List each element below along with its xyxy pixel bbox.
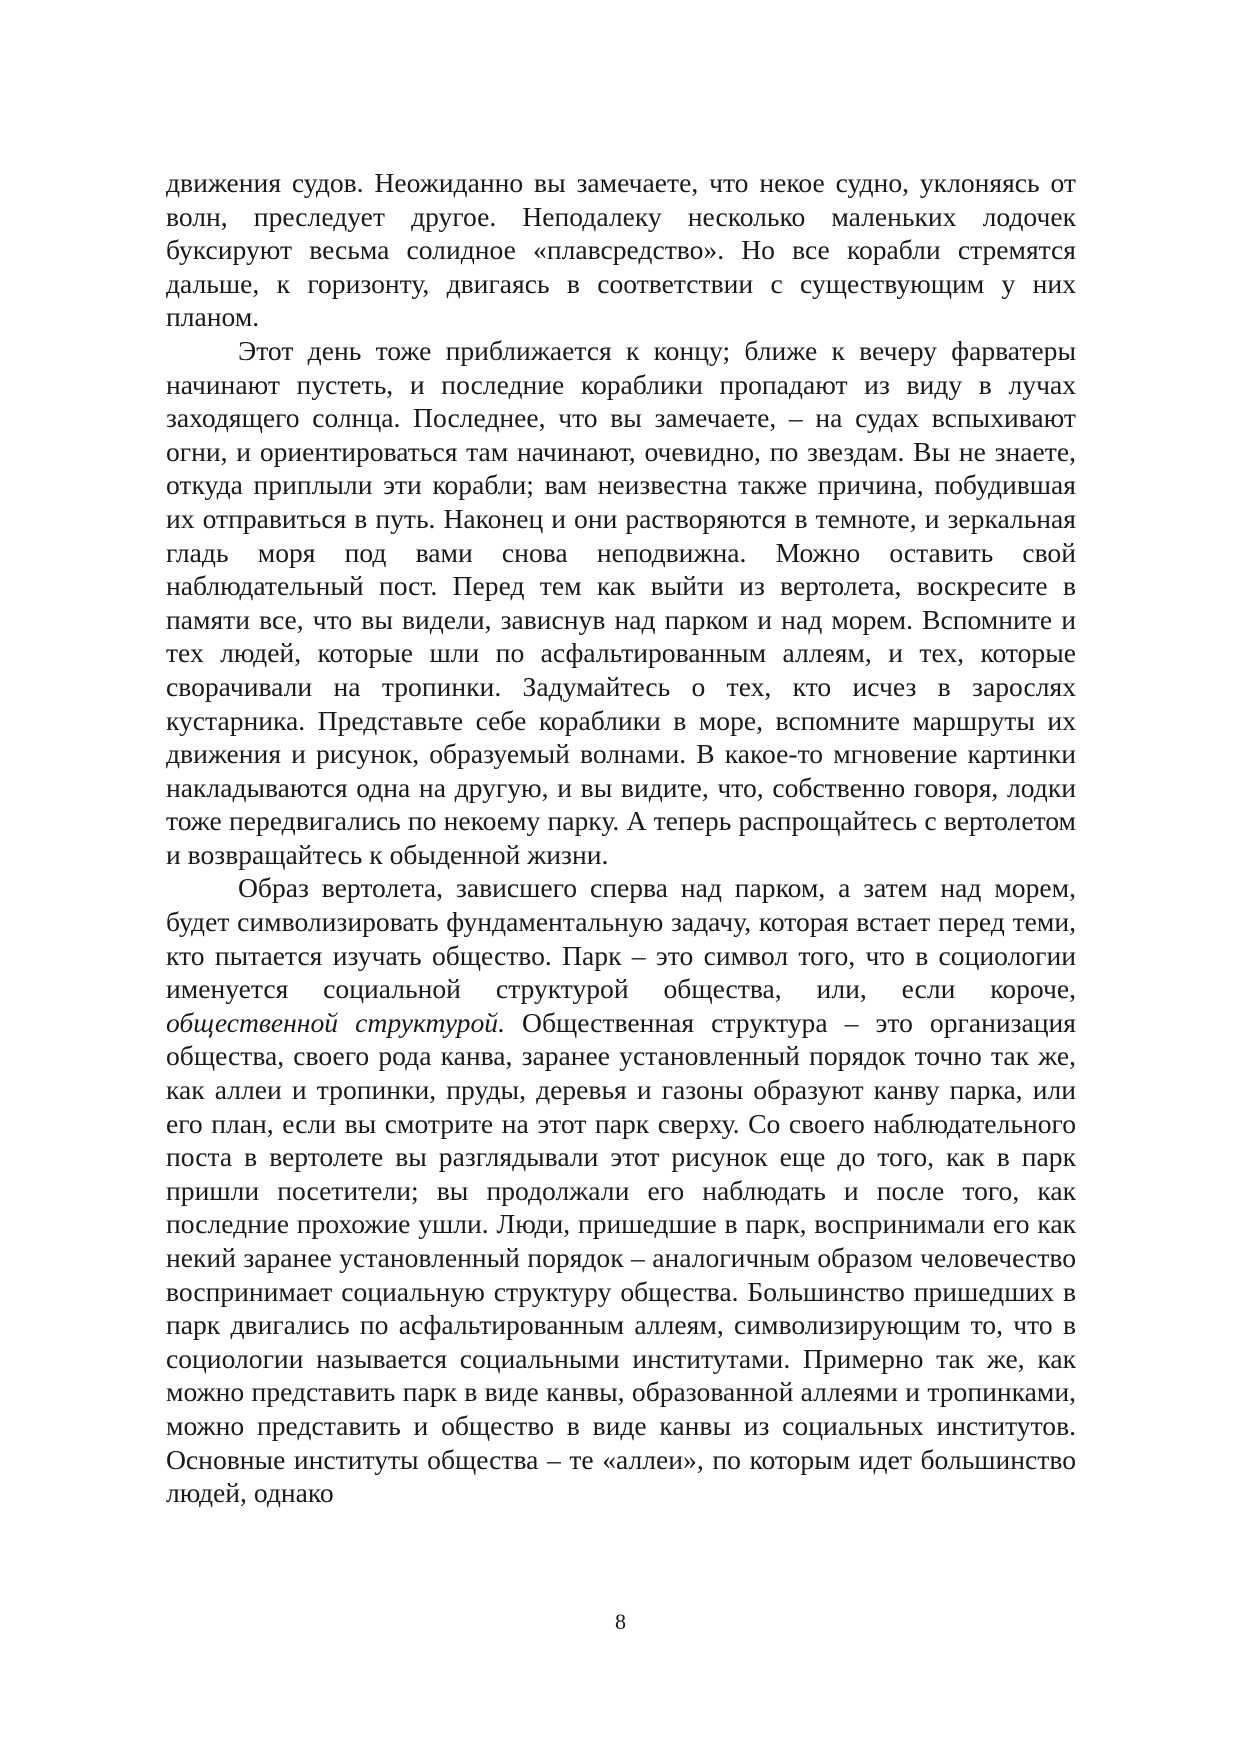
paragraph-text: Общественная структура – это организация общества, своего рода канва, заранее установленный порядок точно так же, как аллеи и тропинки, пруды, деревья и газоны образуют канву парка, или его план, если вы смотрите на этот парк сверху. Со своего наблюдательного поста в вертолете вы разглядывали этот рисунок еще до того, как в парк пришли посетители; вы продолжали его наблюдать и после того, как последние прохожие ушли. Люди, пришедшие в парк, воспринимали его как некий заранее установленный порядок – аналогичным образом человечество воспринимает социальную структуру общества. Большинство пришедших в парк двигались по асфальтированным аллеям, символизирующим то, что в социологии называется социальными институтами. Примерно так же, как можно представить парк в виде канвы, образованной аллеями и тропинками, можно представить и общество в виде канвы из социальных институтов. Основные институты общества – те «аллеи», по которым идет большинство людей, однако bbox=[166, 1006, 1077, 1509]
paragraph-text: движения судов. Неожиданно вы замечаете, что некое судно, уклоняясь от волн, преследует другое. Неподалеку несколько маленьких лодочек буксируют весьма солидное «плавсредство». Но все корабли стремятся дальше, к горизонту, двигаясь в соответствии с существующим у них планом. bbox=[166, 167, 1076, 333]
italic-term: общественной структурой. bbox=[166, 1006, 505, 1038]
paragraph-1 bbox=[166, 166, 1076, 334]
page-number: 8 bbox=[615, 1609, 626, 1634]
body-text bbox=[166, 166, 1076, 1510]
paragraph-3 bbox=[166, 871, 1076, 1509]
paragraph-2 bbox=[166, 334, 1076, 872]
paragraph-text: Этот день тоже приближается к концу; ближе к вечеру фарватеры начинают пустеть, и последние кораблики пропадают из виду в лучах заходящего солнца. Последнее, что вы замечаете, – на судах вспыхивают огни, и ориентироваться там начинают, очевидно, по звездам. Вы не знаете, откуда приплыли эти корабли; вам неизвестна также причина, побудившая их отправиться в путь. Наконец и они растворяются в темноте, и зеркальная гладь моря под вами снова неподвижна. Можно оставить свой наблюдательный пост. Перед тем как выйти из вертолета, воскресите в памяти все, что вы видели, зависнув над парком и над морем. Вспомните и тех людей, которые шли по асфальтированным аллеям, и тех, которые сворачивали на тропинки. Задумайтесь о тех, кто исчез в зарослях кустарника. Представьте себе кораблики в море, вспомните маршруты их движения и рисунок, образуемый волнами. В какое-то мгновение картинки накладываются одна на другую, и вы видите, что, собственно говоря, лодки тоже передвигались по некоему парку. А теперь распрощайтесь с вертолетом и возвращайтесь к обыденной жизни. bbox=[166, 334, 1076, 870]
paragraph-text: Образ вертолета, зависшего сперва над парком, а затем над морем, будет символизировать фундаментальную задачу, которая встает перед теми, кто пытается изучать общество. Парк – это символ того, что в социологии именуется социальной структурой общества, или, если короче, bbox=[166, 872, 1076, 1005]
